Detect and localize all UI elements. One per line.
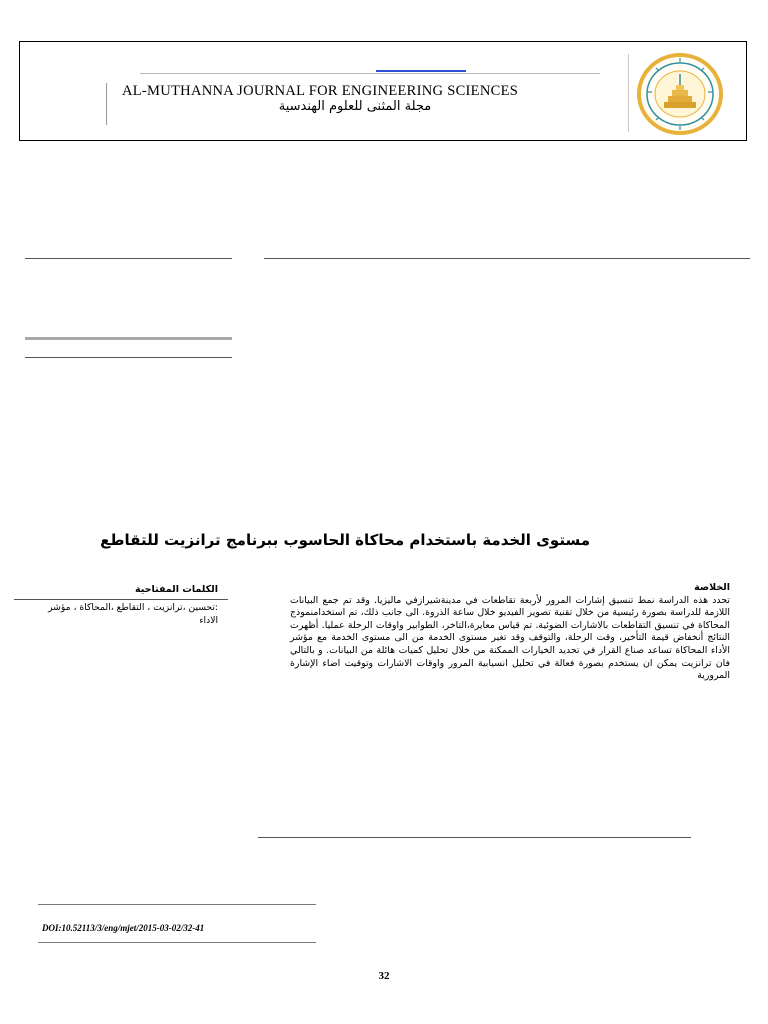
abstract-end-rule bbox=[258, 837, 691, 838]
abstract-body: تحدد هذه الدراسة نمط تنسيق إشارات المرور لأربعة تقاطعات في مدينةشيرازفي ماليزيا. وقد تم جمع البيانات اللازمة للدراسة بصورة رئيسية من خلال تقنية تصوير الفيديو خلال ساعة الذروة. الى جانب ذلك، تم استخدامنموذج المحاكاة في تنسيق التقاطعات بالاشارات الضوئية. تم قياس معايرة،التاخر، الطوابير واوقات الرحلة عمليا. أظهرت النتائج أنخفاض قيمة التأخير، وقت الرحلة، والتوقف وقد تغير مستوى الخدمة من الى مستوى الخدمة مع مؤشر الأداء المحاكاة تساعد صناع القرار في تحديد الخيارات الممكنة من خلال تحليل كميات هائلة من البيانات. و بالتالي فان ترانزيت يمكن ان يستخدم بصورة فعالة في تحليل انسيابية المرور واوقات الاشارات وتوقيت اضاء الإشارة المرورية bbox=[290, 594, 730, 682]
header-divider-line bbox=[140, 73, 600, 74]
header-right-divider bbox=[628, 54, 629, 132]
page-number: 32 bbox=[378, 970, 390, 982]
journal-seal-logo-icon bbox=[636, 52, 724, 136]
keywords-list: :تحسين ،ترانزيت ، التقاطع ،المحاكاة ، مؤشر الاداء bbox=[48, 602, 218, 626]
left-rule-1 bbox=[25, 258, 232, 259]
doi-bottom-rule bbox=[38, 942, 316, 943]
keywords-rule bbox=[14, 599, 228, 600]
abstract-heading: الخلاصة bbox=[694, 582, 730, 593]
journal-name-arabic: مجلة المثنى للعلوم الهندسية bbox=[278, 99, 432, 114]
abstract-arabic bbox=[290, 582, 730, 683]
keywords-heading: الكلمات المفتاحية bbox=[135, 584, 218, 595]
left-rule-2 bbox=[25, 357, 232, 358]
right-rule-1 bbox=[264, 258, 750, 259]
journal-name-english: AL-MUTHANNA JOURNAL FOR ENGINEERING SCIENCES bbox=[122, 83, 519, 99]
header-left-divider bbox=[106, 83, 107, 125]
doi-text: DOI:10.52113/3/eng/mjet/2015-03-02/32-41 bbox=[42, 923, 205, 933]
left-rule-thick bbox=[25, 337, 232, 340]
header-accent-line bbox=[376, 70, 466, 72]
doi-top-rule bbox=[38, 904, 316, 905]
article-title-arabic: مستوى الخدمة باستخدام محاكاة الحاسوب ببرنامج ترانزيت للتقاطع bbox=[100, 531, 590, 549]
